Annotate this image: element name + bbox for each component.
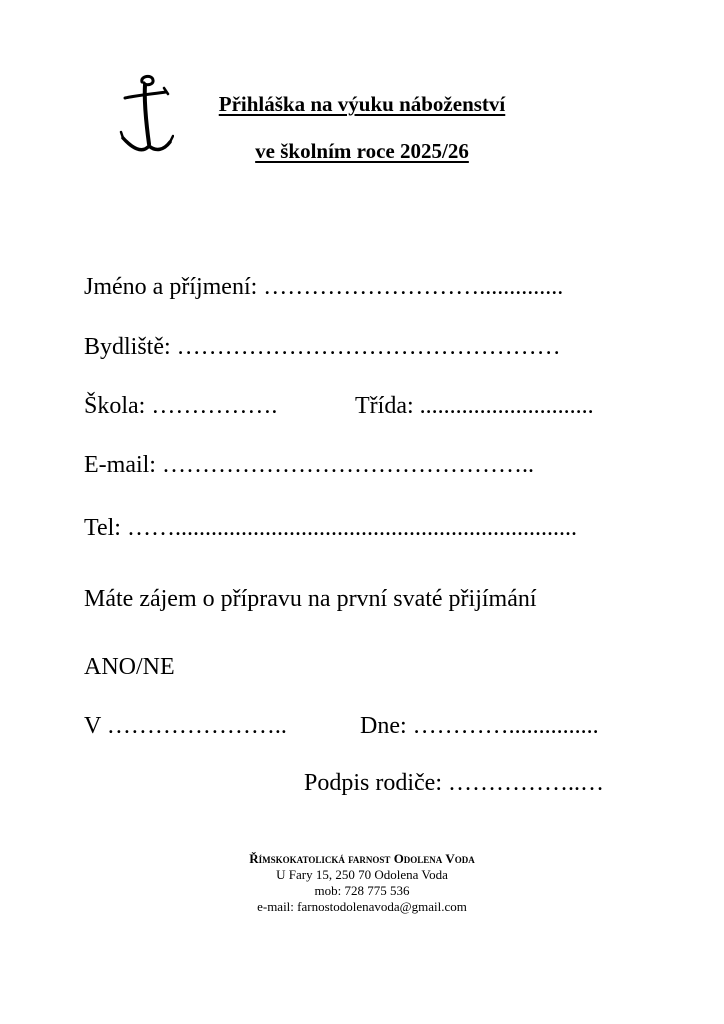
- parish-phone: mob: 728 775 536: [314, 883, 410, 898]
- parent-signature-field: Podpis rodiče: ……………..…: [304, 770, 604, 796]
- address-field: Bydliště: …………………………………………: [84, 334, 561, 360]
- form-subtitle: ve školním roce 2025/26: [255, 139, 469, 163]
- parish-email: e-mail: farnostodolenavoda@gmail.com: [257, 899, 467, 914]
- yes-no-answer: ANO/NE: [84, 654, 175, 680]
- phone-field: Tel: ……...................................................................: [84, 515, 577, 541]
- form-title: Přihláška na výuku náboženství: [218, 92, 506, 116]
- email-field: E-mail: ………………………………………..: [84, 452, 534, 478]
- name-field: Jméno a příjmení: ………………………..............: [84, 274, 564, 300]
- place-field: V …………………..: [84, 713, 287, 739]
- parish-footer: [162, 851, 562, 915]
- anchor-icon: [118, 72, 174, 164]
- parish-address: U Fary 15, 250 70 Odolena Voda: [276, 867, 448, 882]
- date-field: Dne: …………...............: [360, 713, 599, 739]
- parish-name: Římskokatolická farnost Odolena Voda: [249, 851, 475, 866]
- class-field: Třída: .............................: [355, 393, 594, 419]
- first-communion-question: Máte zájem o přípravu na první svaté přijímání: [84, 586, 537, 612]
- school-field: Škola: …………….: [84, 393, 278, 419]
